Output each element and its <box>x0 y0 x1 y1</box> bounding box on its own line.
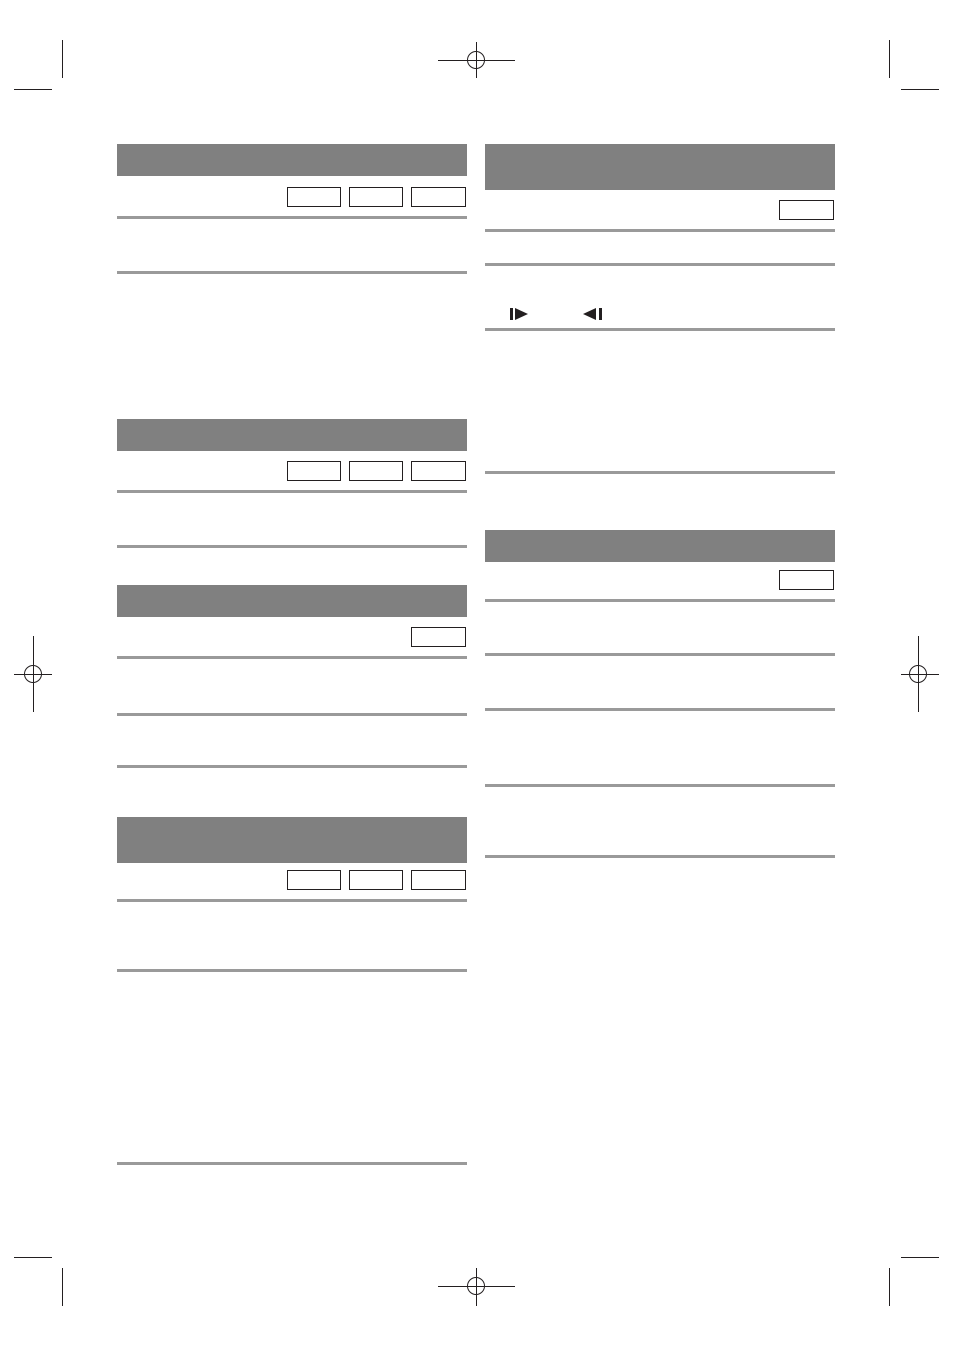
step-backward-icon <box>583 308 605 322</box>
step-forward-icon <box>510 308 532 322</box>
section-header <box>485 144 835 190</box>
divider <box>117 545 467 548</box>
disc-badge <box>411 627 466 647</box>
divider <box>485 784 835 787</box>
section-header <box>117 585 467 617</box>
divider <box>485 328 835 331</box>
disc-badge <box>411 870 466 890</box>
disc-badge <box>349 870 403 890</box>
disc-badge <box>411 461 466 481</box>
divider <box>485 599 835 602</box>
divider <box>117 1162 467 1165</box>
section-header <box>117 817 467 863</box>
divider <box>117 765 467 768</box>
section-header <box>117 419 467 451</box>
divider <box>485 653 835 656</box>
divider <box>117 969 467 972</box>
disc-badge <box>349 461 403 481</box>
disc-badge <box>779 200 834 220</box>
disc-badge <box>779 570 834 590</box>
divider <box>485 855 835 858</box>
divider <box>485 471 835 474</box>
divider <box>117 656 467 659</box>
divider <box>485 708 835 711</box>
disc-badge <box>287 461 341 481</box>
divider <box>117 271 467 274</box>
divider <box>117 713 467 716</box>
disc-badge <box>287 187 341 207</box>
divider <box>117 490 467 493</box>
divider <box>117 216 467 219</box>
divider <box>485 263 835 266</box>
disc-badge <box>411 187 466 207</box>
disc-badge <box>287 870 341 890</box>
section-header <box>485 530 835 562</box>
divider <box>117 899 467 902</box>
disc-badge <box>349 187 403 207</box>
section-header <box>117 144 467 176</box>
divider <box>485 229 835 232</box>
